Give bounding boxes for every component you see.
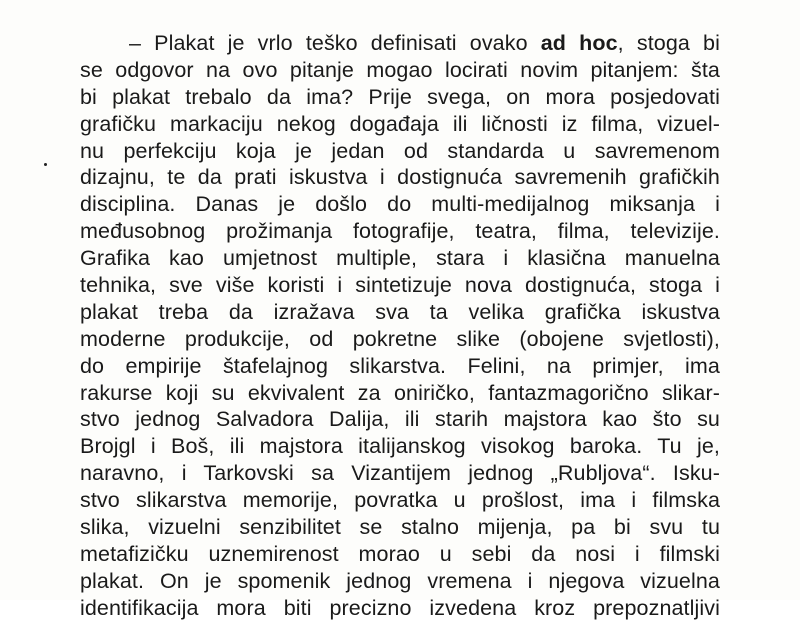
text-line: moderne produkcije, od pokretne slike (obojene svjetlosti), [80,326,720,351]
text-line: slika, vizuelni senzibilitet se stalno mijenja, pa bi svu tu [80,515,720,540]
text-line: bi plakat trebalo da ima? Prije svega, on mora posjedovati [80,84,720,109]
text-line: Grafika kao umjetnost multiple, stara i klasična manuelna [80,246,720,271]
text-line: dizajnu, te da prati iskustva i dostignuća savremenih grafičkih [80,165,720,190]
text-line: naravno, i Tarkovski sa Vizantijem jednog „Rubljova“. Isku- [80,461,720,486]
paragraph-text [80,30,720,622]
text-line: se odgovor na ovo pitanje mogao locirati novim pitanjem: šta [80,57,720,82]
text-line: tehnika, sve više koristi i sintetizuje nova dostignuća, stoga i [80,273,720,298]
text-line: do empirije štafelajnog slikarstva. Felini, na primjer, ima [80,353,720,378]
text-line: Brojgl i Boš, ili majstora italijanskog visokog baroka. Tu je, [80,434,720,459]
text-line: stvo slikarstva memorije, povratka u prošlost, ima i filmska [80,488,720,513]
text-line: rakurse koji su ekvivalent za oniričko, fantazmagorično slikar- [80,380,720,405]
text-line: metafizičku uznemirenost morao u sebi da nosi i filmski [80,541,720,566]
emphasis-ad-hoc: ad hoc [540,31,618,55]
text-line: stvo jednog Salvadora Dalija, ili starih majstora kao što su [80,407,720,432]
scan-speck [44,163,47,166]
text-line: identifikacija mora biti precizno izvedena kroz prepoznatljivi [80,595,720,620]
text-line: – Plakat je vrlo teško definisati ovako ad hoc, stoga bi [129,31,720,55]
text-line: plakat. On je spomenik jednog vremena i njegova vizuelna [80,568,720,593]
text-line: grafičku markaciju nekog događaja ili ličnosti iz filma, vizuel- [80,111,720,136]
text-line: nu perfekciju koja je jedan od standarda u savremenom [80,138,720,163]
text-line: međusobnog prožimanja fotografije, teatra, filma, televizije. [80,219,720,244]
text-line: plakat treba da izražava sva ta velika grafička iskustva [80,299,720,324]
text-line: disciplina. Danas je došlo do multi-medijalnog miksanja i [80,192,720,217]
